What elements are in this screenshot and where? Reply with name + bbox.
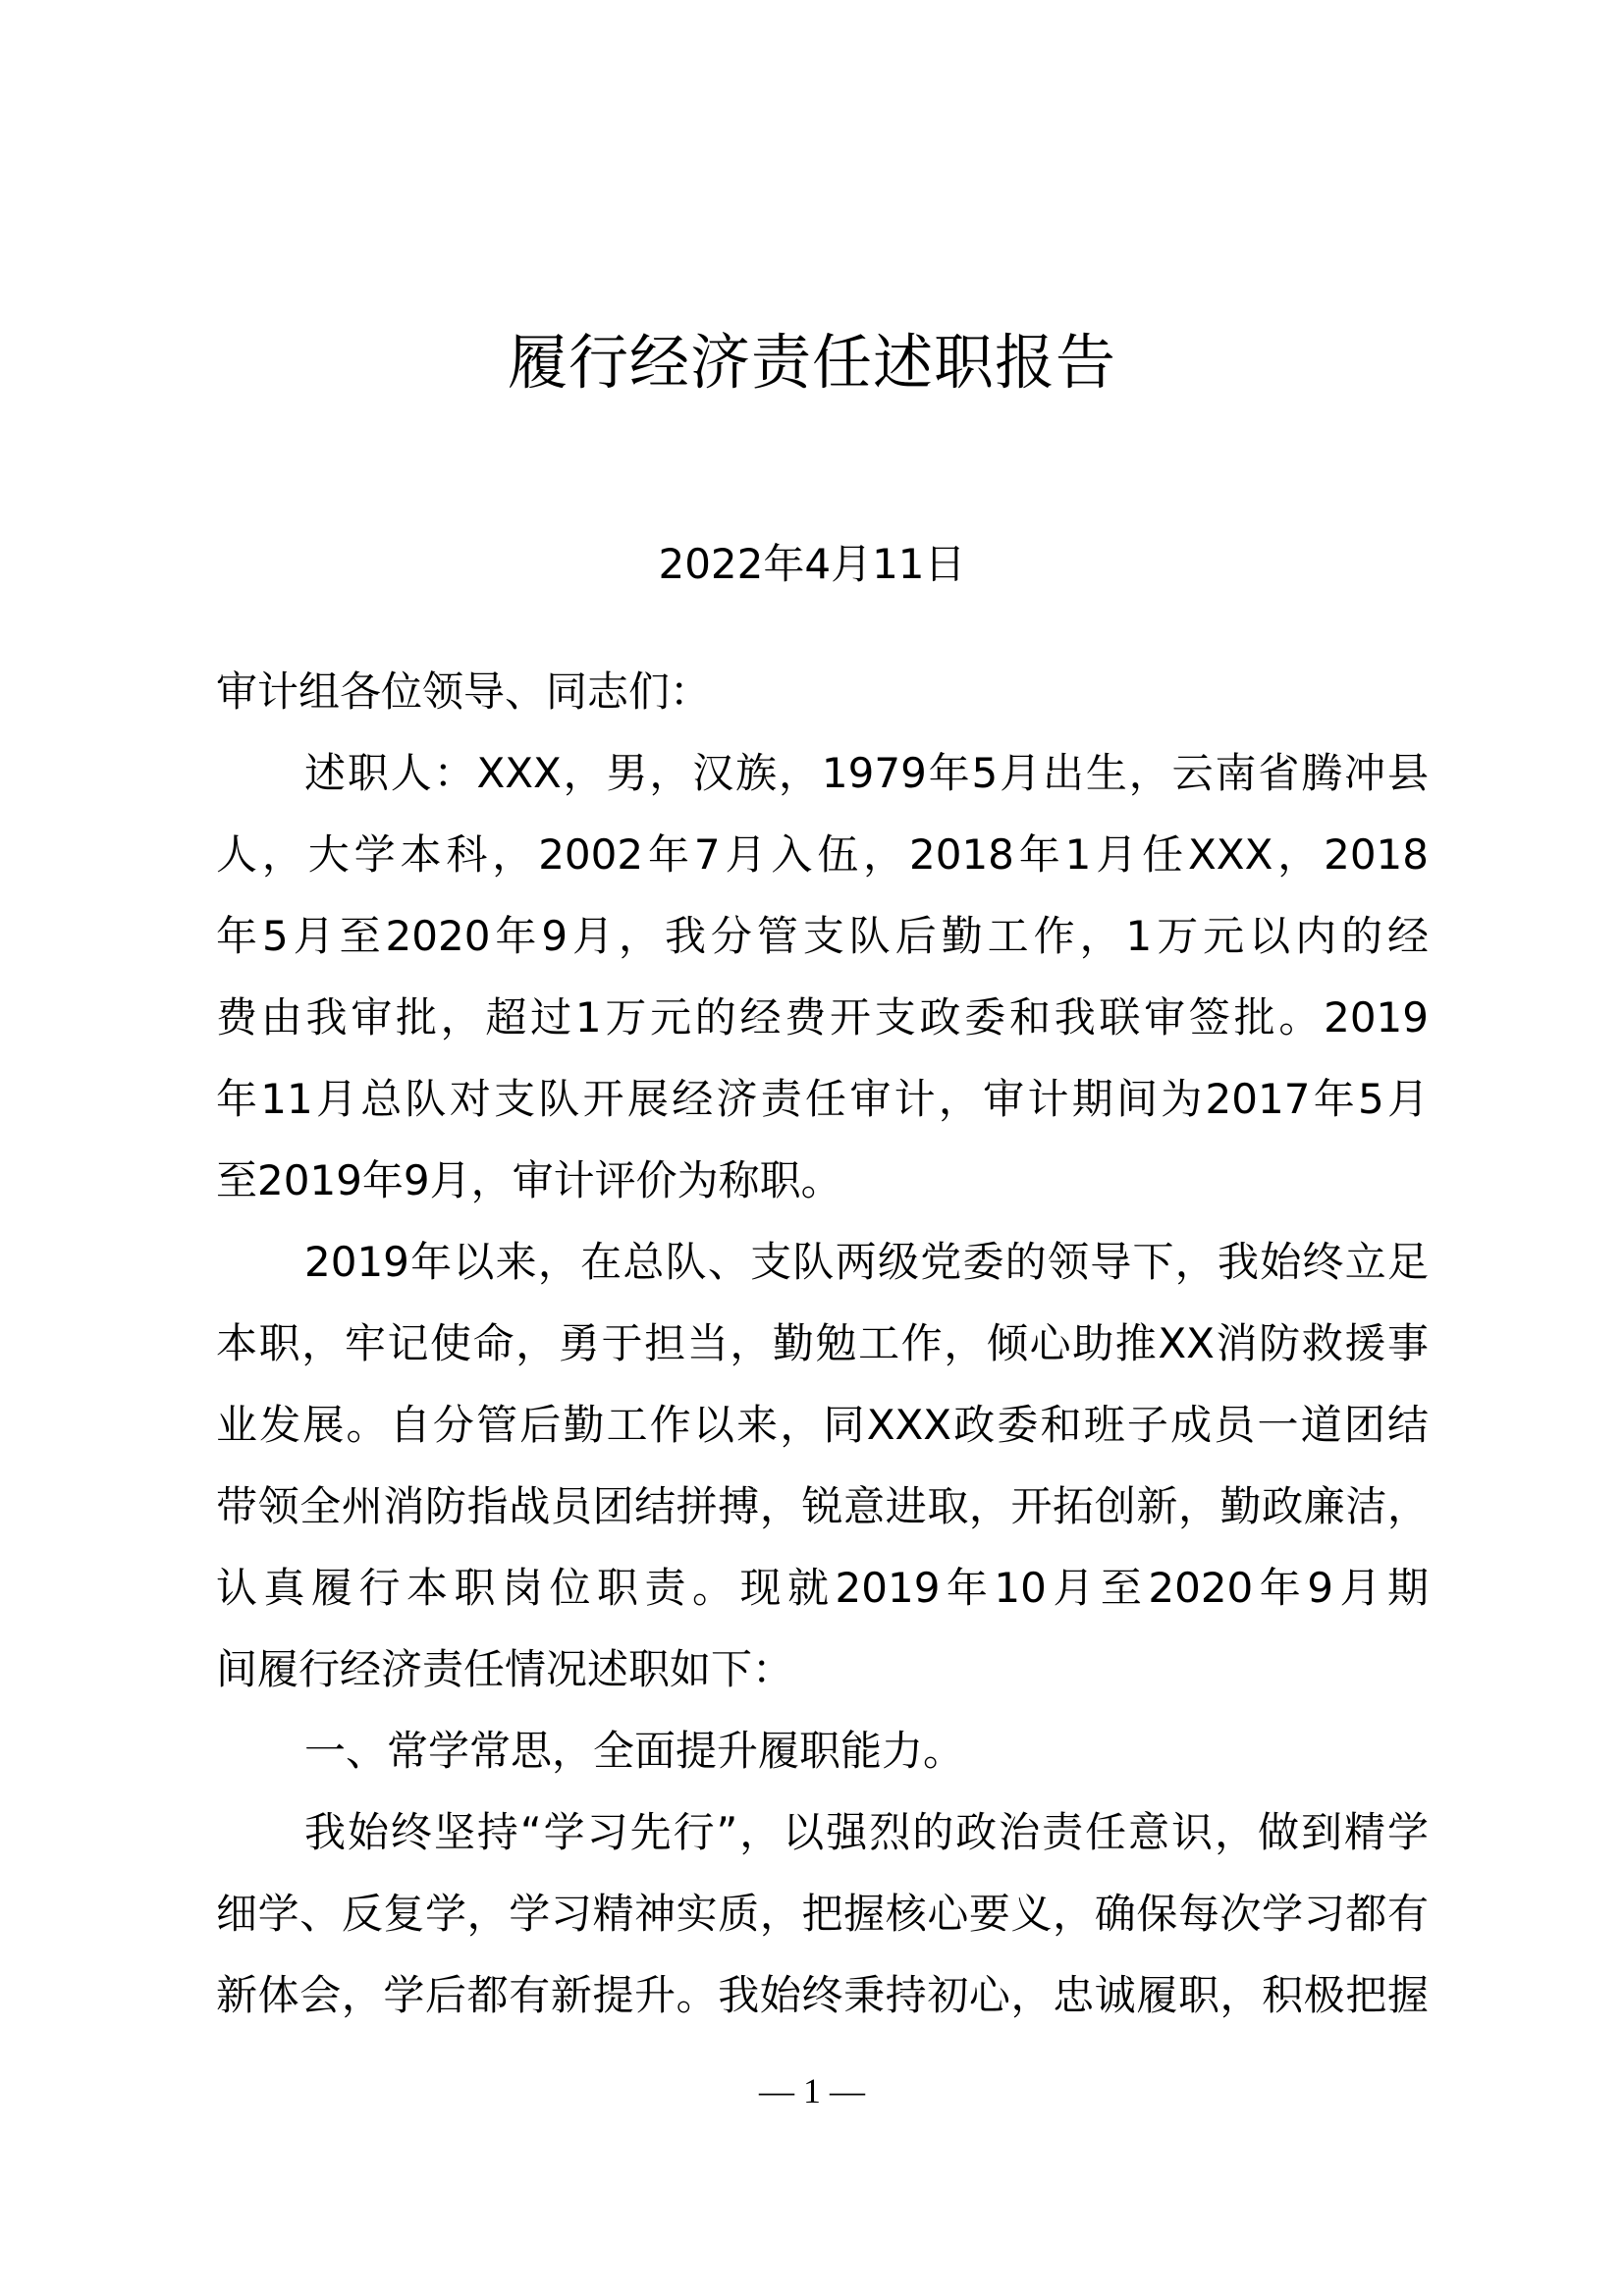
paragraph-2-line-6: 间履行经济责任情况述职如下： bbox=[216, 1645, 794, 1693]
paragraph-2-line-3: 业发展。自分管后勤工作以来，同XXX政委和班子成员一道团结 bbox=[216, 1401, 1429, 1449]
paragraph-1-line-5: 年11月总队对支队开展经济责任审计，审计期间为2017年5月 bbox=[216, 1075, 1429, 1123]
page-number: — 1 — bbox=[759, 2071, 865, 2110]
paragraph-1-line-3: 年5月至2020年9月，我分管支队后勤工作，1万元以内的经 bbox=[216, 912, 1429, 960]
paragraph-1-line-4: 费由我审批，超过1万元的经费开支政委和我联审签批。2019 bbox=[216, 993, 1429, 1041]
paragraph-3-line-2: 细学、反复学，学习精神实质，把握核心要义，确保每次学习都有 bbox=[216, 1890, 1429, 1938]
salutation: 审计组各位领导、同志们： bbox=[216, 667, 712, 716]
paragraph-2-line-4: 带领全州消防指战员团结拼搏，锐意进取，开拓创新，勤政廉洁， bbox=[216, 1482, 1429, 1530]
paragraph-2-line-2: 本职，牢记使命，勇于担当，勤勉工作，倾心助推XX消防救援事 bbox=[216, 1319, 1429, 1367]
section-heading-1: 一、常学常思，全面提升履职能力。 bbox=[304, 1727, 965, 1775]
paragraph-2-line-1: 2019年以来，在总队、支队两级党委的领导下，我始终立足 bbox=[304, 1238, 1429, 1286]
paragraph-1-line-2: 人，大学本科，2002年7月入伍，2018年1月任XXX，2018 bbox=[216, 830, 1429, 879]
paragraph-2-line-5: 认真履行本职岗位职责。现就2019年10月至2020年9月期 bbox=[216, 1564, 1429, 1612]
document-date: 2022年4月11日 bbox=[658, 540, 966, 588]
paragraph-1-line-1: 述职人：XXX，男，汉族，1979年5月出生，云南省腾冲县 bbox=[304, 749, 1429, 797]
paragraph-3-line-3: 新体会，学后都有新提升。我始终秉持初心，忠诚履职，积极把握 bbox=[216, 1971, 1429, 2019]
paragraph-3-line-1: 我始终坚持“学习先行”，以强烈的政治责任意识，做到精学 bbox=[304, 1808, 1429, 1856]
paragraph-1-line-6: 至2019年9月，审计评价为称职。 bbox=[216, 1156, 842, 1204]
document-title: 履行经济责任述职报告 bbox=[507, 328, 1116, 398]
